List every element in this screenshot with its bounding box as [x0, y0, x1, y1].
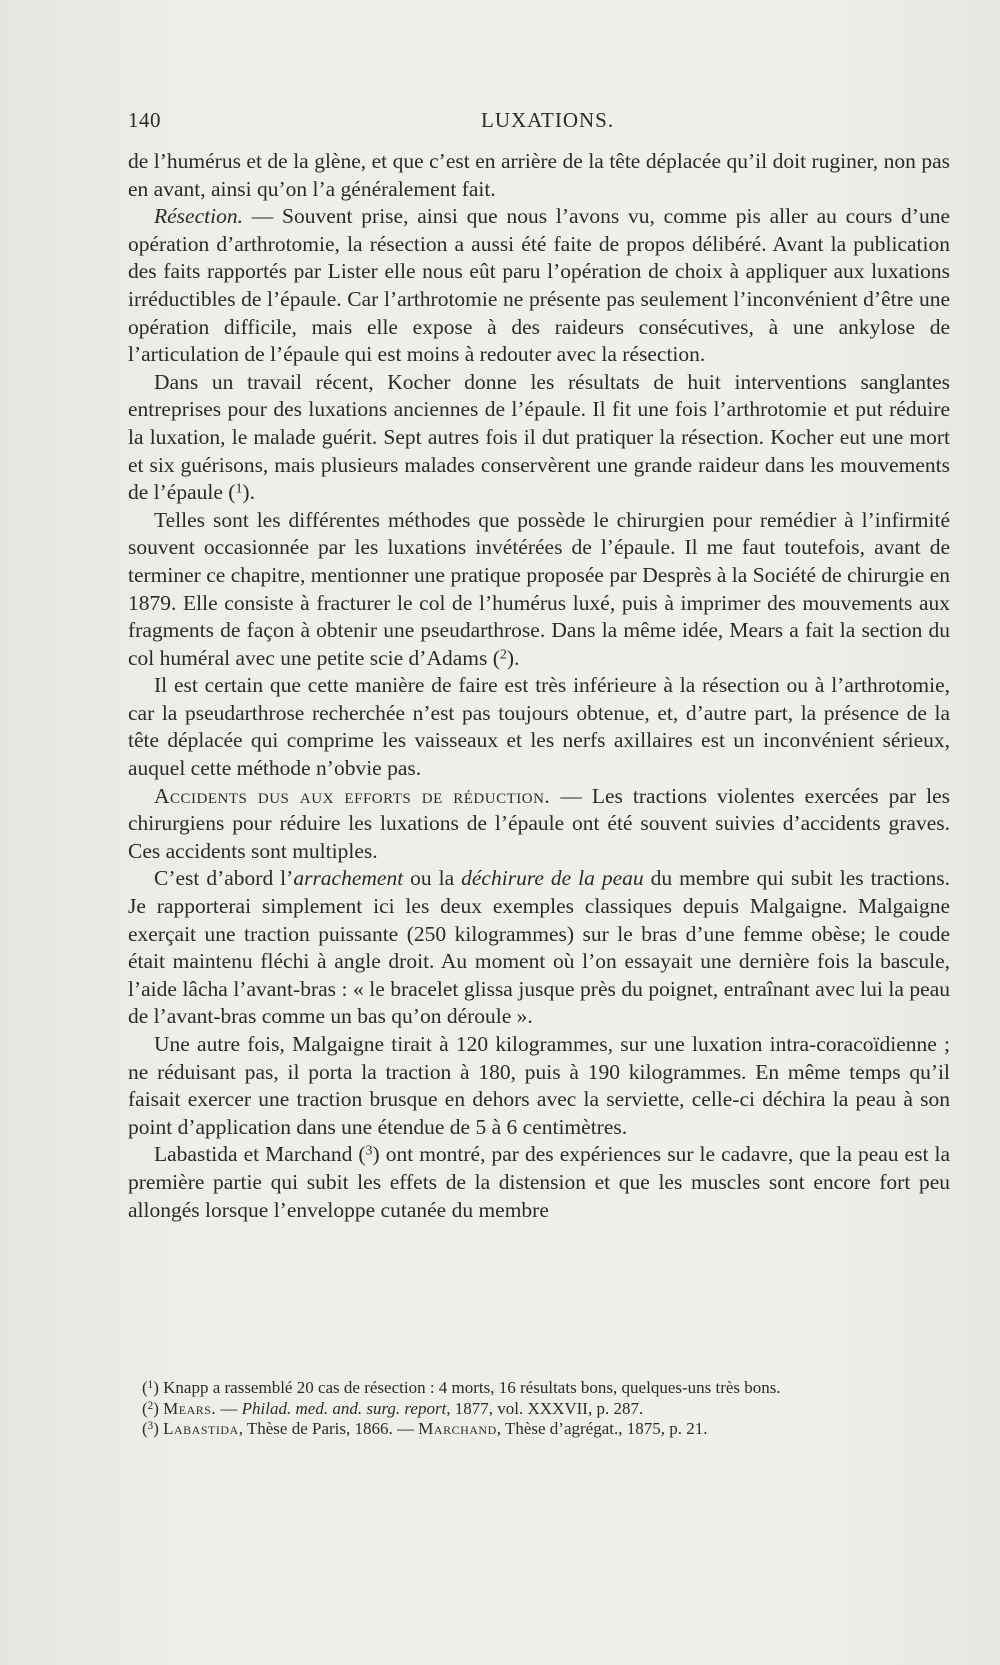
running-head: LUXATIONS.	[481, 108, 615, 132]
footnote-ref: 1	[235, 481, 243, 497]
paragraph	[128, 672, 950, 782]
section-heading: Accidents dus aux efforts de réduction.	[154, 783, 551, 808]
footnote-ref: 3	[365, 1144, 373, 1160]
paragraph-text: Dans un travail récent, Kocher donne les résultats de huit interventions sanglantes entreprises pour des luxations anciennes de l’épaule. Il fit une fois l’arthrotomie et put réduire la luxation, le malade guérit. Sept autres fois il dut pratiquer la résection. Kocher eut une mort et six guérisons, mais plusieurs malades conservèrent une grande raideur dans les mouvements de l’épaule (	[128, 369, 950, 505]
footnote-text: , Thèse d’agrégat., 1875, p. 21.	[496, 1419, 708, 1438]
paragraph	[128, 369, 950, 507]
footnote-mark: 2	[147, 1399, 154, 1412]
section-heading: Résection.	[154, 204, 243, 229]
footnote-title: Philad. med. and. surg. report	[241, 1398, 447, 1418]
footnote-text: , Thèse de Paris, 1866. —	[238, 1419, 419, 1438]
footnote-ref: 2	[499, 647, 507, 663]
paragraph	[128, 148, 950, 203]
paragraph	[128, 1031, 950, 1141]
paragraph-text: — Souvent prise, ainsi que nous l’avons vu, comme pis aller au cours d’une opération d’arthrotomie, la résection a aussi été faite de propos délibéré. Avant la publication des faits rapportés par Lister elle nous eût paru l’opération de choix à appliquer aux luxations irréductibles de l’épaule. Car l’arthrotomie ne présente pas seulement l’inconvénient d’être une opération difficile, mais elle expose à des raideurs consécutives, à une ankylose de l’articulation de l’épaule qui est moins à redouter avec la résection.	[128, 204, 950, 367]
paragraph	[128, 507, 950, 673]
paragraph-accidents	[128, 783, 950, 866]
paragraph-resection	[128, 203, 950, 369]
paragraph-text: Telles sont les différentes méthodes que possède le chirurgien pour remédier à l’infirmité souvent occasionnée par les luxations invétérées de l’épaule. Il me faut toutefois, avant de terminer ce chapitre, mentionner une pratique proposée par Desprès à la Société de chirurgie en 1879. Elle consiste à fracturer le col de l’humérus luxé, puis à imprimer des mouvements aux fragments de façon à obtenir une pseudarthrose. Dans la même idée, Mears a fait la section du col huméral avec une petite scie d’Adams (	[128, 507, 950, 670]
paragraph-text: C’est d’abord l’	[154, 866, 294, 891]
emphasis: déchirure de la peau	[461, 866, 644, 891]
page-header	[128, 108, 950, 138]
paragraph-text: ).	[506, 645, 520, 670]
body-text	[128, 148, 950, 1224]
paragraph	[128, 865, 950, 1031]
paragraph-text: ) ont montré, par des expériences sur le cadavre, que la peau est la première partie qui subit les effets de la distension et que les muscles sont encore fort peu allongés lorsque l’enveloppe cutanée du membre	[128, 1142, 950, 1222]
paragraph-text: — Les tractions violentes exercées par les chirurgiens pour réduire les luxations de l’épaule ont été souvent suivies d’accidents graves. Ces accidents sont multiples.	[128, 783, 950, 863]
footnote-mark: 3	[147, 1420, 154, 1433]
paragraph-text: Il est certain que cette manière de faire est très inférieure à la résection ou à l’arthrotomie, car la pseudarthrose recherchée n’est pas toujours obtenue, et, d’autre part, la présence de la tête déplacée qui comprime les vaisseaux et les nerfs axillaires est un inconvénient sérieux, auquel cette méthode n’obvie pas.	[128, 673, 950, 781]
footnote-author: Mears.	[163, 1398, 217, 1418]
footnote-text: —	[216, 1398, 242, 1418]
page-number: 140	[128, 108, 161, 132]
footnote-mark: 1	[147, 1379, 154, 1392]
footnote-3: ($^3$) Labastida, Thèse de Paris, 1866. — Marchand, Thèse d’agrégat., 1875, p. 21.	[142, 1419, 708, 1438]
emphasis: arrachement	[293, 866, 404, 891]
paragraph-text: Labastida et Marchand (	[154, 1142, 366, 1167]
footnote-2: ($^2$) Mears. — Philad. med. and. surg. report, 1877, vol. XXXVII, p. 287.	[142, 1398, 644, 1418]
paragraph-text: ).	[242, 480, 255, 505]
paragraph-text: du membre qui subit les tractions. Je rapporterai simplement ici les deux exemples classiques depuis Malgaigne. Malgaigne exerçait une traction puissante (250 kilogrammes) sur le bras d’une femme obèse; le coude était maintenu fléchi à angle droit. Au moment où l’on essayait une dernière fois la bascule, l’aide lâcha l’avant-bras : « le bracelet glissa jusque près du poignet, entraînant avec lui la peau de l’avant-bras comme un bas qu’on déroule ».	[128, 866, 950, 1029]
paragraph-text: de l’humérus et de la glène, et que c’est en arrière de la tête déplacée qu’il doit ruginer, non pas en avant, ainsi qu’on l’a généralement fait.	[128, 149, 950, 201]
footnote-text: , 1877, vol. XXXVII, p. 287.	[446, 1398, 644, 1418]
footnotes	[128, 1378, 950, 1440]
footnote-text: Knapp a rassemblé 20 cas de résection : 4 morts, 16 résultats bons, quelques-uns très bons.	[158, 1378, 781, 1397]
footnote-1: ($^1$) Knapp a rassemblé 20 cas de résection : 4 morts, 16 résultats bons, quelques-uns très bons.	[142, 1378, 781, 1397]
footnote-author: Labastida	[163, 1419, 239, 1438]
paragraph-text: ou la	[403, 866, 462, 891]
paragraph	[128, 1141, 950, 1224]
footnote-author: Marchand	[418, 1419, 497, 1438]
paragraph-text: Une autre fois, Malgaigne tirait à 120 kilogrammes, sur une luxation intra-coracoïdienne ; ne réduisant pas, il porta la traction à 180, puis à 190 kilogrammes. En même temps qu’il faisait exercer une traction brusque en dehors avec la serviette, celle-ci déchira la peau à son point d’application dans une étendue de 5 à 6 centimètres.	[128, 1032, 950, 1139]
